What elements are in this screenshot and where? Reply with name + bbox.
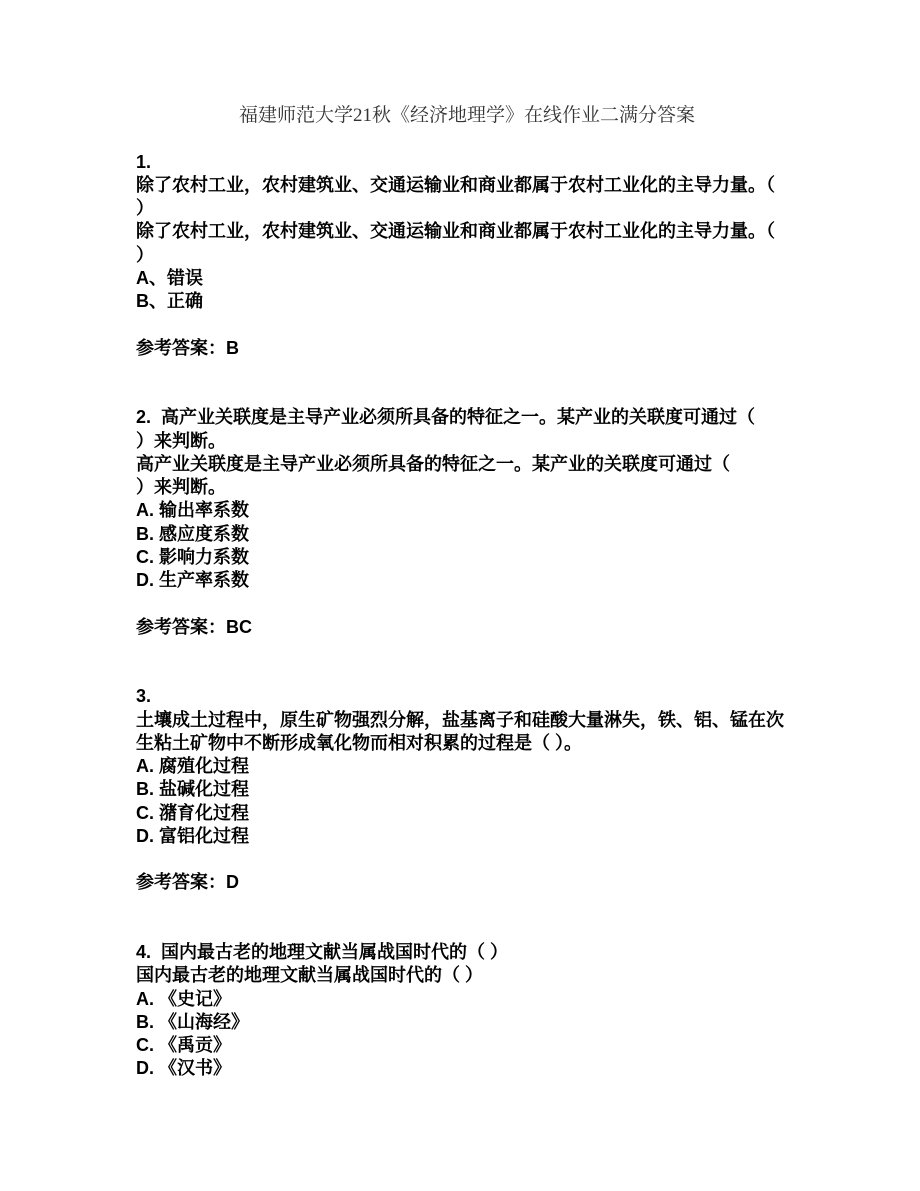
question-2 bbox=[136, 406, 798, 685]
answer-line bbox=[136, 871, 798, 894]
answer-value: D bbox=[226, 872, 239, 893]
question-4 bbox=[136, 941, 798, 1081]
blank-line bbox=[136, 313, 798, 336]
question-stem-line: 高产业关联度是主导产业必须所具备的特征之一。某产业的关联度可通过（ bbox=[136, 453, 730, 474]
option-item: D. 富铝化过程 bbox=[136, 825, 250, 846]
option-item: B. 《山海经》 bbox=[136, 1011, 250, 1032]
answer-label: 参考答案： bbox=[136, 616, 226, 637]
answer-line bbox=[136, 337, 798, 360]
blank-line bbox=[136, 848, 798, 871]
option-item: A. 输出率系数 bbox=[136, 500, 250, 521]
document-title: 福建师范大学21秋《经济地理学》在线作业二满分答案 bbox=[238, 105, 695, 126]
blank-line bbox=[136, 918, 798, 941]
question-number: 3. bbox=[136, 686, 152, 707]
question-1 bbox=[136, 151, 798, 407]
question-stem-line: ）来判断。 bbox=[136, 477, 226, 497]
option-item: C. 《禹贡》 bbox=[136, 1035, 232, 1055]
option-item: A. 腐殖化过程 bbox=[136, 756, 250, 776]
question-stem-line: ） bbox=[136, 198, 154, 218]
option-item: D. 生产率系数 bbox=[136, 570, 250, 590]
option-item: C. 潴育化过程 bbox=[136, 802, 250, 823]
question-stem-line: ）来判断。 bbox=[136, 430, 226, 451]
option-item: B. 盐碱化过程 bbox=[136, 779, 250, 800]
option-item: B、正确 bbox=[136, 291, 203, 311]
question-stem-line: 土壤成土过程中，原生矿物强烈分解，盐基离子和硅酸大量淋失，铁、铝、锰在次 bbox=[136, 709, 784, 730]
blank-line bbox=[136, 895, 798, 918]
blank-line bbox=[136, 639, 798, 662]
blank-line bbox=[136, 360, 798, 383]
question-stem-line: 国内最古老的地理文献当属战国时代的（ ） bbox=[136, 965, 483, 986]
question-3 bbox=[136, 685, 798, 941]
answer-value: BC bbox=[226, 616, 252, 637]
answer-value: B bbox=[226, 337, 239, 358]
question-stem-line: 2. 高产业关联度是主导产业必须所具备的特征之一。某产业的关联度可通过（ bbox=[136, 407, 756, 428]
blank-line bbox=[136, 662, 798, 685]
option-item: A. 《史记》 bbox=[136, 988, 232, 1009]
question-stem-line: 4. 国内最古老的地理文献当属战国时代的（ ） bbox=[136, 942, 509, 962]
answer-label: 参考答案： bbox=[136, 337, 226, 358]
answer-label: 参考答案： bbox=[136, 872, 226, 893]
blank-line bbox=[136, 383, 798, 406]
question-stem-line: 除了农村工业，农村建筑业、交通运输业和商业都属于农村工业化的主导力量。（ bbox=[136, 174, 775, 195]
question-stem-line: 除了农村工业，农村建筑业、交通运输业和商业都属于农村工业化的主导力量。（ bbox=[136, 221, 775, 242]
option-item: C. 影响力系数 bbox=[136, 546, 250, 567]
option-item: B. 感应度系数 bbox=[136, 523, 250, 544]
option-item: D. 《汉书》 bbox=[136, 1058, 232, 1079]
option-item: A、错误 bbox=[136, 267, 203, 288]
answer-line bbox=[136, 616, 798, 639]
question-stem-line: ） bbox=[136, 244, 154, 265]
document-body bbox=[136, 104, 798, 1081]
blank-line bbox=[136, 127, 798, 150]
blank-line bbox=[136, 592, 798, 615]
question-number: 1. bbox=[136, 151, 152, 172]
question-stem-line: 生粘土矿物中不断形成氧化物而相对积累的过程是（ ）。 bbox=[136, 732, 582, 753]
